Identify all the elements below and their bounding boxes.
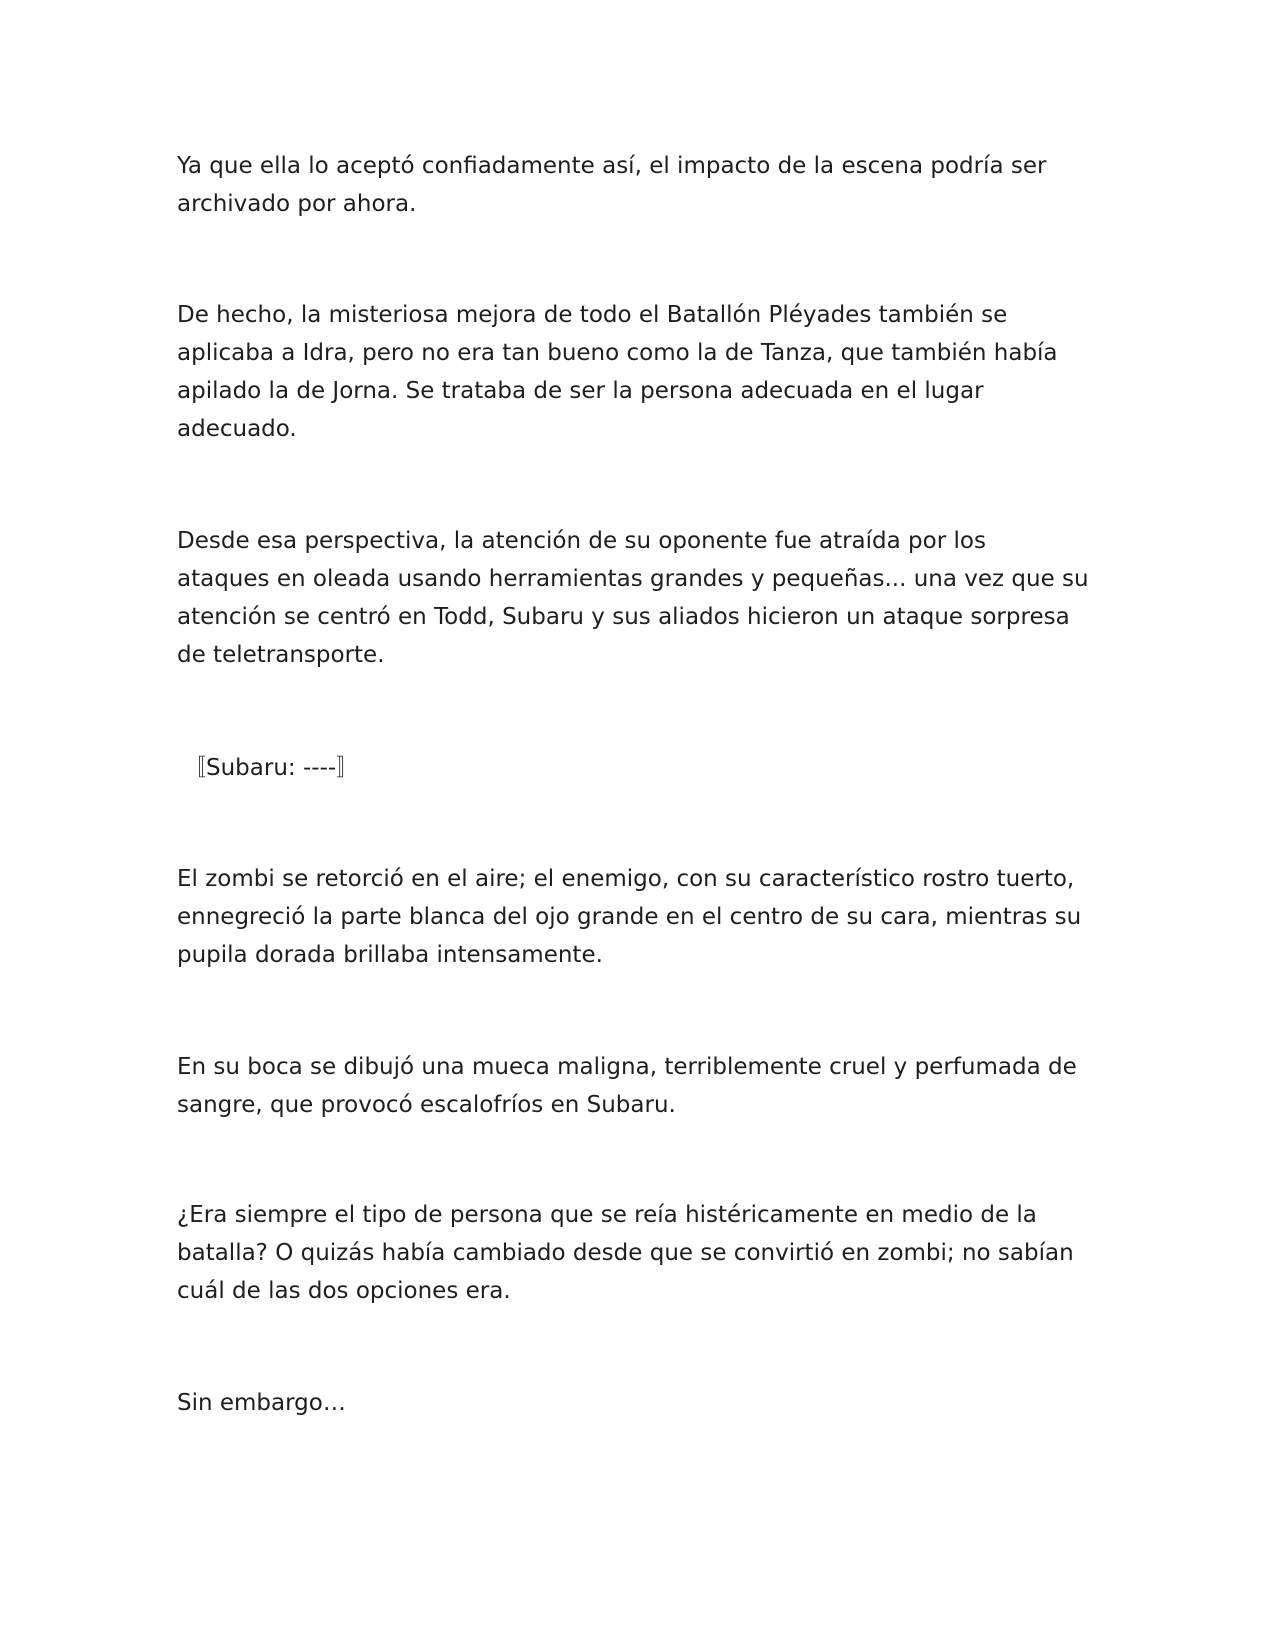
paragraph-7: ¿Era siempre el tipo de persona que se reía histéricamente en medio de la batalla? O quizás había cambiado desde que se convirtió en zombi; no sabían cuál de las dos opciones era. [177, 1202, 1074, 1304]
dialogue-line: 〚Subaru: ----〛 [183, 755, 360, 781]
paragraph-8: Sin embargo… [177, 1390, 346, 1416]
paragraph-5: El zombi se retorció en el aire; el enemigo, con su característico rostro tuerto, ennegreció la parte blanca del ojo grande en el centro de su cara, mientras su pupila dorada brillaba intensamente. [177, 866, 1082, 968]
paragraph-6: En su boca se dibujó una mueca maligna, terriblemente cruel y perfumada de sangre, que provocó escalofríos en Subaru. [177, 1054, 1077, 1118]
paragraph-3: Desde esa perspectiva, la atención de su oponente fue atraída por los ataques en oleada usando herramientas grandes y pequeñas... una vez que su atención se centró en Todd, Subaru y sus aliados hicieron un ataque sorpresa de teletransporte. [177, 528, 1089, 668]
paragraph-2: De hecho, la misteriosa mejora de todo el Batallón Pléyades también se aplicaba a Idra, pero no era tan bueno como la de Tanza, que también había apilado la de Jorna. Se trataba de ser la persona adecuada en el lugar adecuado. [177, 302, 1058, 442]
paragraph-1: Ya que ella lo aceptó confiadamente así, el impacto de la escena podría ser archivado por ahora. [177, 153, 1047, 217]
